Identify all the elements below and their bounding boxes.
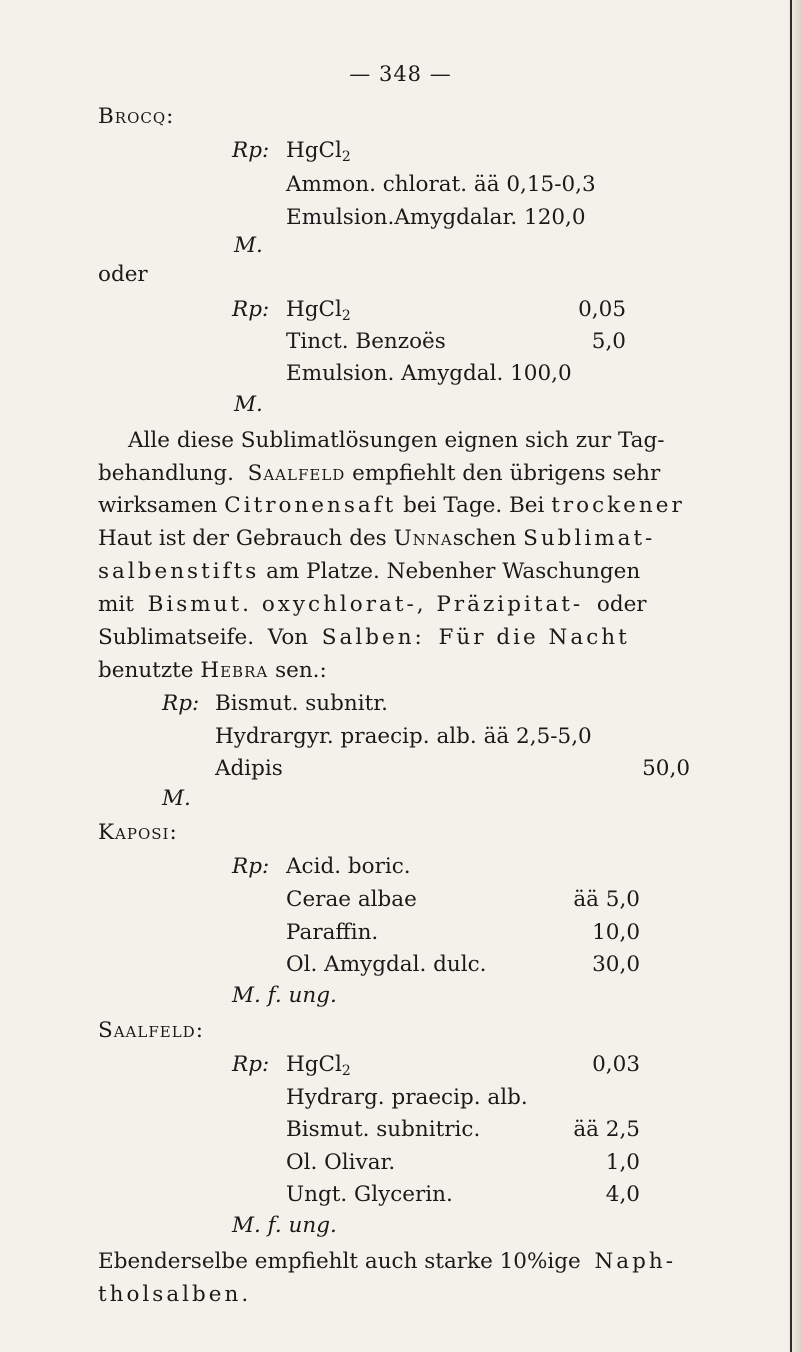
rx-amount: 0,05 xyxy=(578,297,626,322)
rx-item: Hydrargyr. praecip. alb. ää 2,5-5,0 xyxy=(215,724,592,749)
paragraph-line: Haut ist der Gebrauch des Unnaschen Sublimat- xyxy=(98,526,656,551)
rx-label: Rp: xyxy=(162,691,200,716)
rx-item: Emulsion.Amygdalar. 120,0 xyxy=(286,205,586,230)
rx-item: Ol. Olivar. xyxy=(286,1150,396,1175)
rx-item: Cerae albae xyxy=(286,887,417,912)
rx-misce: M. xyxy=(162,786,191,811)
rx-item: Emulsion. Amygdal. 100,0 xyxy=(286,361,572,386)
rx-item: HgCl$_2$ xyxy=(286,138,351,165)
rx-misce: M. f. ung. xyxy=(232,1213,337,1238)
rx-amount: 0,03 xyxy=(592,1052,640,1077)
rx-item: Bismut. subnitric. xyxy=(286,1117,481,1142)
rx-item: Ungt. Glycerin. xyxy=(286,1182,453,1207)
rx-misce: M. xyxy=(234,392,263,417)
closing-line: Ebenderselbe empfiehlt auch starke 10%ige Naph- xyxy=(98,1249,676,1274)
rx-label: Rp: xyxy=(232,854,270,879)
paragraph-line: behandlung. Saalfeld empfiehlt den übrigens sehr xyxy=(98,461,661,486)
rx-amount: ää 5,0 xyxy=(573,887,640,912)
rx-misce: M. xyxy=(234,233,263,258)
rx-misce: M. f. ung. xyxy=(232,983,337,1008)
paragraph-line: salbenstifts am Platze. Nebenher Waschungen xyxy=(98,559,641,584)
rx-amount: 50,0 xyxy=(642,756,690,781)
rx-amount: 5,0 xyxy=(591,329,626,354)
rx-item: Paraffin. xyxy=(286,920,379,945)
rx-item: Adipis xyxy=(215,756,283,781)
rx-item: Hydrarg. praecip. alb. xyxy=(286,1085,528,1110)
author-saalfeld: Saalfeld: xyxy=(98,1018,204,1043)
rx-item: Ol. Amygdal. dulc. xyxy=(286,952,487,977)
rx-item: HgCl$_2$ xyxy=(286,1052,351,1079)
paragraph-line: benutzte Hebra sen.: xyxy=(98,658,327,683)
rx-label: Rp: xyxy=(232,1052,270,1077)
closing-line: tholsalben. xyxy=(98,1282,252,1307)
rx-amount: 10,0 xyxy=(592,920,640,945)
rx-item: Acid. boric. xyxy=(286,854,411,879)
paragraph-line: Sublimatseife. Von Salben: Für die Nacht xyxy=(98,625,630,650)
author-brocq: Brocq: xyxy=(98,104,175,129)
conjunction: oder xyxy=(98,262,148,287)
paragraph-line: Alle diese Sublimatlösungen eignen sich zur Tag- xyxy=(128,428,665,453)
author-kaposi: Kaposi: xyxy=(98,820,178,845)
rx-label: Rp: xyxy=(232,297,270,322)
rx-amount: ää 2,5 xyxy=(573,1117,640,1142)
rx-item: Ammon. chlorat. ää 0,15-0,3 xyxy=(286,172,596,197)
paragraph-line: wirksamen Citronensaft bei Tage. Bei trockener xyxy=(98,493,685,518)
rx-label: Rp: xyxy=(232,138,270,163)
rx-amount: 30,0 xyxy=(592,952,640,977)
page-number: — 348 — xyxy=(349,62,452,86)
binding-line xyxy=(790,0,792,1352)
rx-amount: 1,0 xyxy=(605,1150,640,1175)
paragraph-line: mit Bismut. oxychlorat-, Präzipitat- oder xyxy=(98,592,647,617)
rx-item: Bismut. subnitr. xyxy=(215,691,389,716)
rx-item: Tinct. Benzoës xyxy=(286,329,446,354)
rx-item: HgCl$_2$ xyxy=(286,297,351,324)
rx-amount: 4,0 xyxy=(605,1182,640,1207)
